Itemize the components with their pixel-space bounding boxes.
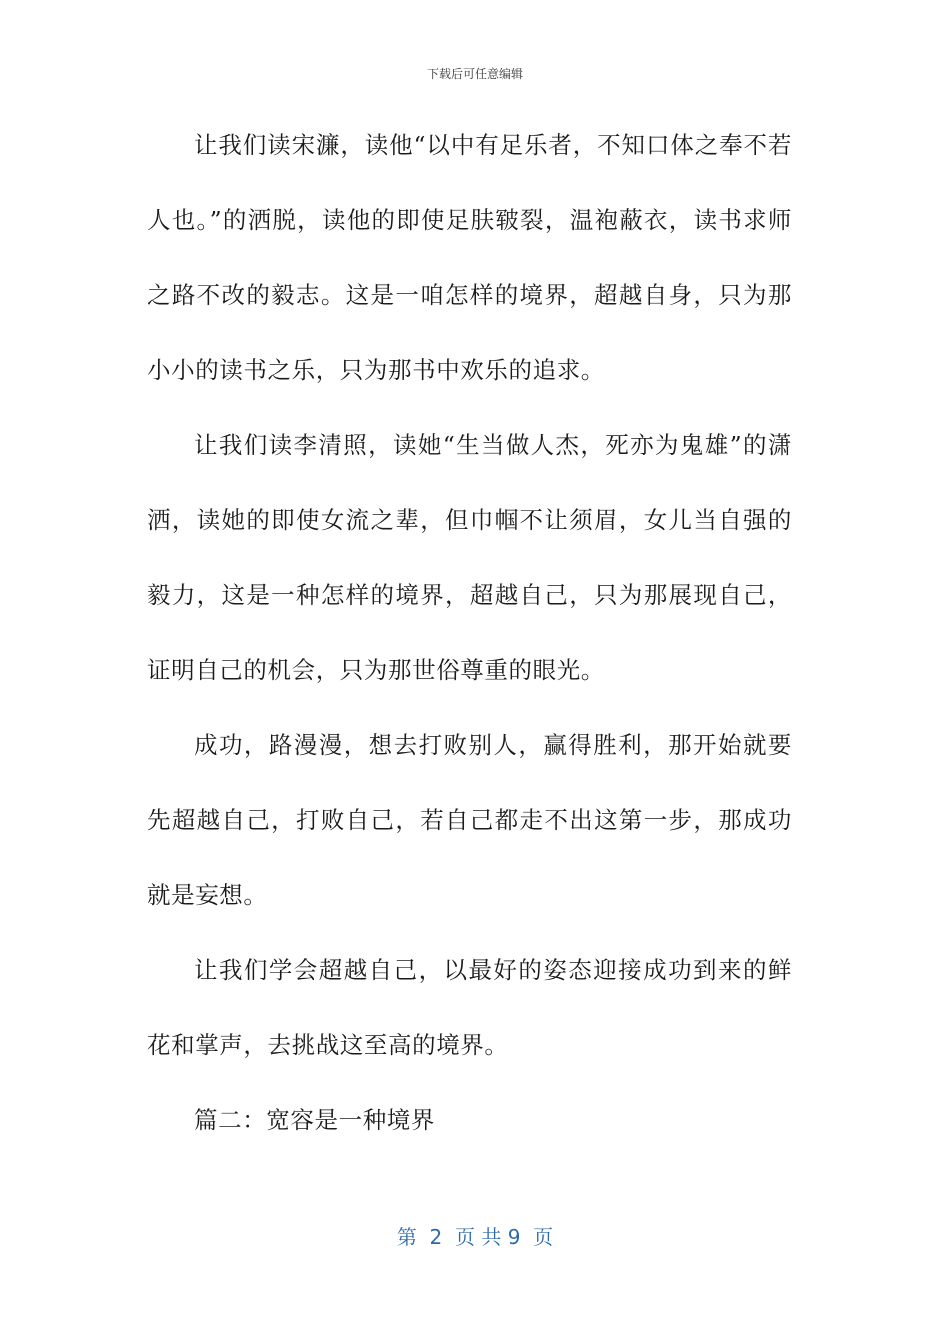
document-body (147, 108, 792, 1158)
section-heading: 篇二：宽容是一种境界 (194, 1106, 435, 1134)
paragraph-song-lian: 让我们读宋濂，读他“以中有足乐者，不知口体之奉不若人也。”的洒脱，读他的即使足肤皲裂，温袍蔽衣，读书求师之路不改的毅志。这是一咱怎样的境界，超越自身，只为那小小的读书之乐，只为那书中欢乐的追求。 (147, 131, 792, 384)
page-number-footer: 第 2 页 共 9 页 (396, 1225, 554, 1249)
paragraph-success: 成功，路漫漫，想去打败别人，赢得胜利，那开始就要先超越自己，打败自己，若自己都走不出这第一步，那成功就是妄想。 (147, 731, 792, 909)
paragraph-conclusion: 让我们学会超越自己，以最好的姿态迎接成功到来的鲜花和掌声，去挑战这至高的境界。 (147, 956, 792, 1059)
paragraph-li-qingzhao: 让我们读李清照，读她“生当做人杰，死亦为鬼雄”的潇洒，读她的即使女流之辈，但巾帼不让须眉，女儿当自强的毅力，这是一种怎样的境界，超越自己，只为那展现自己，证明自己的机会，只为那世俗尊重的眼光。 (147, 431, 792, 684)
page-header: 下载后可任意编辑 (426, 67, 523, 81)
